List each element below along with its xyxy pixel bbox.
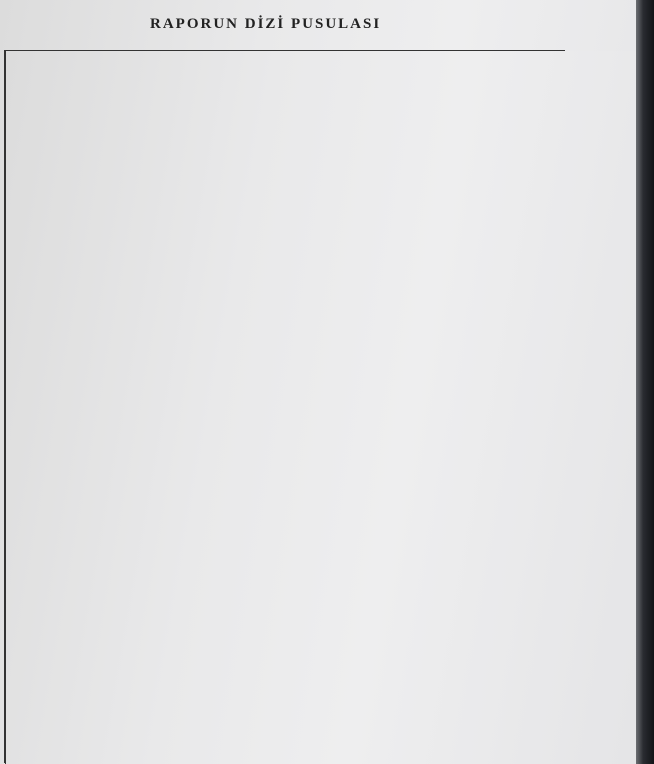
index-table [4,50,565,763]
page-title: RAPORUN DİZİ PUSULASI [150,16,382,32]
table-body [5,95,565,764]
table-row [5,745,565,763]
row-pages [5,51,637,764]
screen-edge [636,0,654,764]
